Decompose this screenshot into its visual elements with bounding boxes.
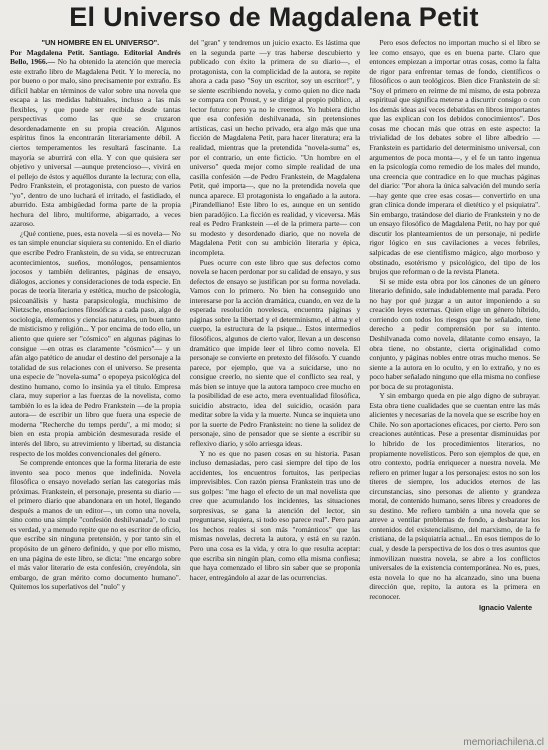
book-heading: "UN HOMBRE EN EL UNIVERSO". <box>41 38 160 47</box>
column-3 <box>369 38 540 746</box>
paragraph: Y sin embargo queda en pie algo digno de subrayar. Esta obra tiene cualidades que se cuentan entre las más alicientes y necesarias de la novela que se escribe hoy en Chile. No son aportaciones eficaces, por cierto. Pero son creaciones auténticas. Pese a presentar disminuidas por lo híbrido de los procedimientos literarios, no propiamente novelísticos. Pero son ejemplos de que, en otro contexto, podría enriquecer a nuestra novela. Me refiero en primer lugar a los personajes: estos no son los títeres de siempre, los aducidos eternos de las circunstancias, sino personas de aliento y grandeza moral, de contenido humano, seres libres y creadores de su destino. Me refiero también a una novela que se atreve a ventilar problemas de fondo, a desbaratar los contenidos del existencialismo, del marxismo, de la fe cristiana, de la psiquiatría actual... En esos tiempos de lo cual, y desde la perspectiva de los dos o tres asuntos que inmovilizan nuestra novela, se abre a los conflictos universales de la existencia contemporánea. No es, pues, esta novela lo que no ha alcanzado, sino una buena dirección que, repito, la autora es la primera en reconocer. <box>369 391 541 601</box>
author-signature: Ignacio Valente <box>478 603 533 613</box>
article-body <box>10 38 540 746</box>
paragraph: Si se mide esta obra por los cánones de un género literario definido, sale indudablemente mal parada. Pero no hay por qué juzgar a un autor imponiendo a su creación leyes externas. Quien elige un género híbrido, corriendo con todos los riesgos que he señalado, tiene derecho a pedir comprensión por su intento. Deshilvanada como novela, dilatante como ensayo, la obra tiene, no obstante, cierta originalidad como conjunto, y páginas nobles entre otras mucho menos. Se siente a la autora en lo oculto, y en lo extraño, y no es poco haber señalado ninguno que ella misma no confiese por boca de su protagonista. <box>369 276 541 391</box>
column-1 <box>10 38 181 746</box>
paragraph: Se comprende entonces que la forma literaria de este invento sea poco menos que indefinida. Novela filosófica o ensayo novelado serían las categorías más próximas. Frankstein, el personaje, presenta su diario —el primero diario que abandonara en un hotel, llegando después a manos de un editor—, un como una novela, sino como una simple "confesión deshilvanada", lo cual es verdad, y a menudo repite que no es escritor de oficio, que escribe sin ninguna pretensión, y por tanto sin el propósito de un género definido, y que por ello mismo, en una página de este libro, se dicta: "me encargo sobre el más valor literario de esta confesión, creyéndola, sin embargo, de gran mérito como documento humano". Quitemos los superlativos del "nulo" y <box>10 458 181 592</box>
paragraph: ¿Qué contiene, pues, esta novela —si es novela— No es tan simple enunciar siquiera su contenido. En el diario que escribe Pedro Frankstein, de su vida, se entrecruzan acontecimientos, sueños, monólogos, pensamientos jocosos y también delirantes, páginas de ensayo, diálogos, acciones y consideraciones de toda especie. En pocas de teoría literaria y estética, mucho de psicología, psicoanálisis y hasta parapsicología, muchísimo de Nietzsche, ensoñaciones filosóficas a cada paso, algo de sociología, elementos y ciencias naturales, un buen tanto de misticismo y religión... Y por encima de todo ello, un aliento que quiere ser "cósmico" en algunas páginas lo consigue —en otras es claramente "cósmico"— y un afán algo patético de anudar el destino del personaje a la totalidad de sus relaciones con el universo. Se presenta una especie de "novela-suma" o epopeya psicológica del destino humano, como lo insinúa ya el título. Empresa clara, muy superior a las fuerzas de la novelista, como también lo es la idea de Pedro Frankstein —de la propia autora— de escribir un libro que fuera una especie de moderna "Recherche du temps perdu", a mi modo; si bien en esta propia ambición desmesurada reside el interés del libro, su atrevimiento y libertad, su distancia respecto de los moldes convencionales del género. <box>10 228 181 458</box>
byline: Por Magdalena Petit. Santiago. Editorial Andrés Bello, 1966.— <box>10 47 181 67</box>
paragraph <box>10 48 181 229</box>
article-title: El Universo de Magdalena Petit <box>69 2 479 32</box>
paragraph: Pero esos defectos no importan mucho si el libro se lee como ensayo, que es en buena parte. Claro que entonces empiezan a importar otras cosas, como la falta de rigor para enfrentar temas de fondo, científicos o filosóficos o aun teológicos. Bien dice Frankstein de sí: "Soy el primero en reírme de mí mismo, de esta pobreza espiritual que significa meterse a discurrir consigo o con los demás ideas así veces debatidas en libros importantes que las explican con los debidos conocimientos". Dos cosas me chocan más que otras en este aspecto: la trivialidad de los debates sobre el libre albedrío —Frankstein es partidario del determinismo universal, con argumentos de poca monta—, y el fe un tanto ingenua en la psicología como remedio de los males del mundo, una creencia que contradice en lo que muchas páginas del diario: "Por ahora la única salvación del mundo sería —hay gente que cree esas cosas— convertirlo en una gran clínica donde imperara el dietético y el psiquiatra". Sin embargo, tratándose del diario de Frankstein y no de un ensayo filosófico de Magdalena Petit, no hay por qué discutir los planteamientos de un personaje, ni pedirle rigor lógico en sus cavilaciones a veces febriles, salpicadas de ese científismo mágico, algo morboso y obstinado, esotérismo y psicológico, del tipo de los brujos que reforman o de la revista Planeta. <box>369 38 541 277</box>
column-2 <box>190 38 361 746</box>
paragraph: Pues ocurre con este libro que sus defectos como novela se hacen perdonar por su calidad de ensayo, y sus defectos de ensayo se justifican por su forma novelada. Vamos con lo primero. No bien ha conseguido uno interesarse por la acción dramática, cuando, en vez de la esperada resolución novelesca, encuentra páginas y páginas sobre la libertad y el determinismo, el alma y el cuerpo, la estructura de la psique... Estos intermedios filosóficos, algunos de cierto valor, llevan a un descenso dramático que impide leer el libro como novela. El personaje se convierte en pretexto del filósofo. Y cuando parece, por ejemplo, que va a suicidarse, uno no consigue creerlo, no siente que el conflicto sea real, y más bien se intuye que la autora tampoco cree mucho en la posibilidad de ese acto, mera eventualidad filosófica, suicidio abstracto, idea del suicidio, ocasión para meditar sobre la vida y la muerte. Nunca se inquieta uno por la suerte de Pedro Frankstein: no tiene la solidez de personaje, sino de pensador que se siente a escribir su reflexivo diario, y sólo arriesga ideas. <box>189 257 361 448</box>
paragraph: del "gran" y tendremos un juicio exacto. Es lástima que en la segunda parte —y tras haberse descubierto y publicado con éxito la primera de su diario—, el protagonista, con la complicidad de la autora, se repite ahora a cada paso "Soy un escritor, soy un escritor!", y se siente escribiendo novela, y como quien no dice nada se compara con Proust, y se dirige al propio público, al lector futuro: pero ya no le creemos. Yo hubiera dicho que esa confesión deshilvanada, sin pretensiones artísticas, casi un hecho privado, era algo más que una ficción de Magdalena Petit, para hacer literatura; era la realidad, mientras que la pretendida "novela-suma" es, por el contrario, un ente ficticio. "Un hombre en el universo" queda mejor como simple realidad de una casilla confesión —de Pedro Frankstein, de Magdalena Petit, qué importa—, que no la pretendida novela que nunca aparece. El protagonista lo engañado a la autora. ¡Pirandelliano! Este libro lo es, aunque en un sentido bien paradójico. La ficción es realidad, y viceversa. Más real es Pedro Frankstein —el de la primera parte— con su modesto y desordenado diario, que no novela de Magdalena Petit con su ambición literaria y épica, incompleta. <box>189 38 361 258</box>
paragraph: Y no es que no pasen cosas en su historia. Pasan incluso demasiadas, pero casi siempre del tipo de los accidentes, los encuentros fortuitos, las peripecias imprevisibles. Con razón piensa Frankstein tras uno de sus golpes: "me hago el efecto de un mal novelista que cree que acumulando los incidentes, las situaciones sorpresivas, se gana la atención del lector, sin preguntarse, siquiera, si todo eso parece real". Pero para los hechos reales si son más "románticos" que las mismas novelas, decreta la autora, y está en su razón. Pero una cosa es la vida, y otra lo que resulta aceptar: que escriba sin ningún plan, como ella misma confiesa; que haya comenzado el libro sin saber que se proponía hacer, entregándolo al azar de las ocurrencias. <box>189 448 361 582</box>
paragraph-text: No ha obtenido la atención que merecía este extraño libro de Magdalena Petit. Y lo merecía, no por bueno o por malo, sino precisamente por extraño. Es difícil hablar en términos de valor sobre una novela que escapa a las medidas habituales, incluso a las más flexibles, y que puede ser recibida desde tantas perspectivas como las que se cruzaron desordenadamente en su propia creación. Algunos espíritus finos la encontrarán literariamente débil. A ciertos temperamentos les resultará fascinante. La mayoría se aburrirá con ella. Y con que quisiera ser objetivo y universal —aunque pretencioso—, vivirá en el pellejo de éstos y aquéllos durante la lectura; con ella, Pedro Frankstein, el protagonista, con puesto de varios "yo", dentro de uno luchará el irritado, el fastidiado, el aburrido. Esta ambigüedad forma parte de la propia hechura del libro, multiforme, abigarrado, a veces azaroso. <box>10 57 181 229</box>
watermark: memoriachilena.cl <box>463 737 544 748</box>
